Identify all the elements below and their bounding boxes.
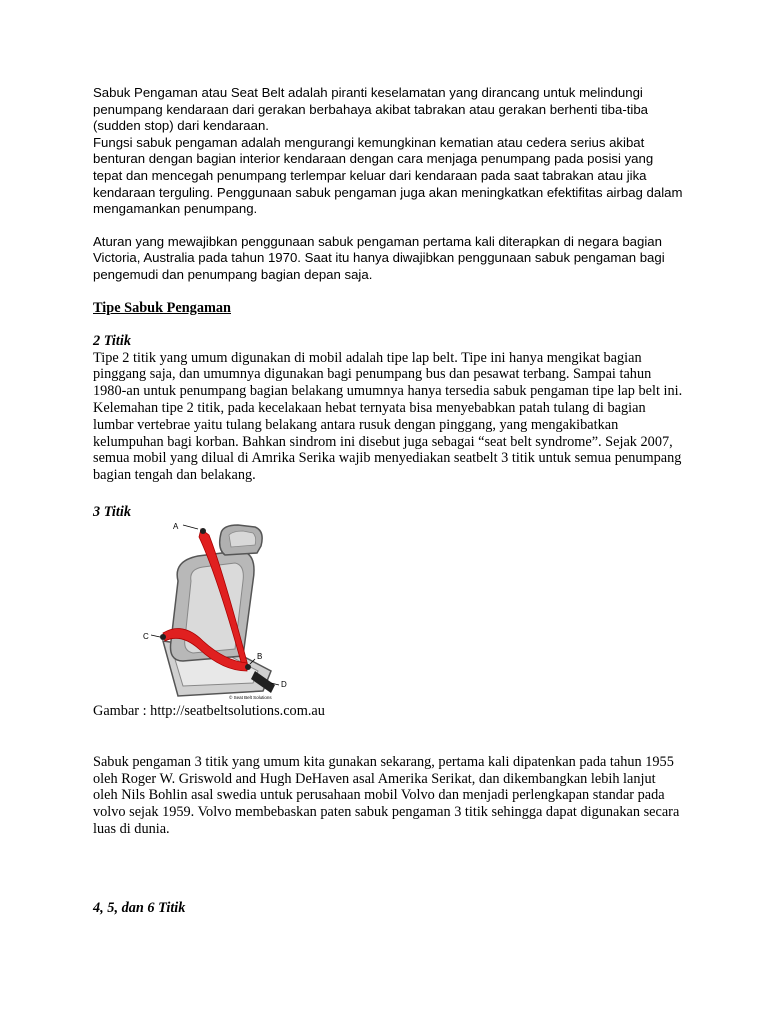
two-point-title: 2 Titik xyxy=(93,332,131,349)
document-page xyxy=(93,85,683,917)
label-c: C xyxy=(143,631,149,641)
label-d: D xyxy=(281,679,287,689)
three-point-paragraph-1: Sabuk pengaman 3 titik yang umum kita gunakan sekarang, pertama kali dipatenkan pada tahun 1955 oleh Roger W. Griswold and Hugh DeHaven asal Amerika Serikat, dan dikembangkan lebih lanjut oleh Nils Bohlin asal swedia untuk perusahaan mobil Volvo dan menjadi perlengkapan standar pada volvo sejak 1959. Volvo membebaskan paten sabuk pengaman 3 titik sehingga dapat digunakan secara luas di dunia. xyxy=(93,753,680,837)
section-heading: Tipe Sabuk Pengaman xyxy=(93,299,231,316)
label-a: A xyxy=(173,521,179,531)
figure-caption: Gambar : http://seatbeltsolutions.com.au xyxy=(93,702,325,719)
two-point-paragraph-1: Tipe 2 titik yang umum digunakan di mobil adalah tipe lap belt. Tipe ini hanya mengikat bagian pinggang saja, dan umumnya digunakan bagi penumpang bus dan pesawat terbang. Sampai tahun 1980-an untuk penumpang bagian belakang umumnya hanya tersedia sabuk pengaman tipe lap belt ini. xyxy=(93,349,683,400)
three-point-title: 3 Titik xyxy=(93,503,131,520)
seatbelt-figure xyxy=(143,521,293,703)
figure-copyright: © Seat Belt Solutions xyxy=(229,694,272,700)
two-point-paragraph-2: Kelemahan tipe 2 titik, pada kecelakaan hebat ternyata bisa menyebabkan patah tulang di bagian lumbar vertebrae yaitu tulang belakang antara rusuk dengan pinggang, yang mengakibatkan kelumpuhan bagi korban. Bahkan sindrom ini disebut juga sebagai “seat belt syndrome”. Sejak 2007, semua mobil yang dilual di Amrika Serika wajib menyediakan seatbelt 3 titik untuk semua penumpang bagian tengah dan belakang. xyxy=(93,399,682,484)
intro-paragraph-2: Fungsi sabuk pengaman adalah mengurangi kemungkinan kematian atau cedera serius akibat benturan dengan bagian interior kendaraan dengan cara menjaga penumpang pada posisi yang tepat dan mencegah penumpang terlempar keluar dari kendaraan pada saat tabrakan atau jika kendaraan terguling. Penggunaan sabuk pengaman juga akan meningkatkan efektifitas airbag dalam mengamankan penumpang. xyxy=(93,134,683,217)
intro-paragraph-3: Aturan yang mewajibkan penggunaan sabuk pengaman pertama kali diterapkan di negara bagian Victoria, Australia pada tahun 1970. Saat itu hanya diwajibkan penggunaan sabuk pengaman bagi pengemudi dan penumpang bagian depan saja. xyxy=(93,233,665,282)
label-b: B xyxy=(257,651,263,661)
intro-paragraph-1: Sabuk Pengaman atau Seat Belt adalah piranti keselamatan yang dirancang untuk melindungi penumpang kendaraan dari gerakan berbahaya akibat tabrakan atau gerakan berhenti tiba-tiba (sudden stop) dari kendaraan. xyxy=(93,85,649,134)
multi-point-title: 4, 5, dan 6 Titik xyxy=(93,899,186,916)
seat-illustration xyxy=(143,521,293,701)
